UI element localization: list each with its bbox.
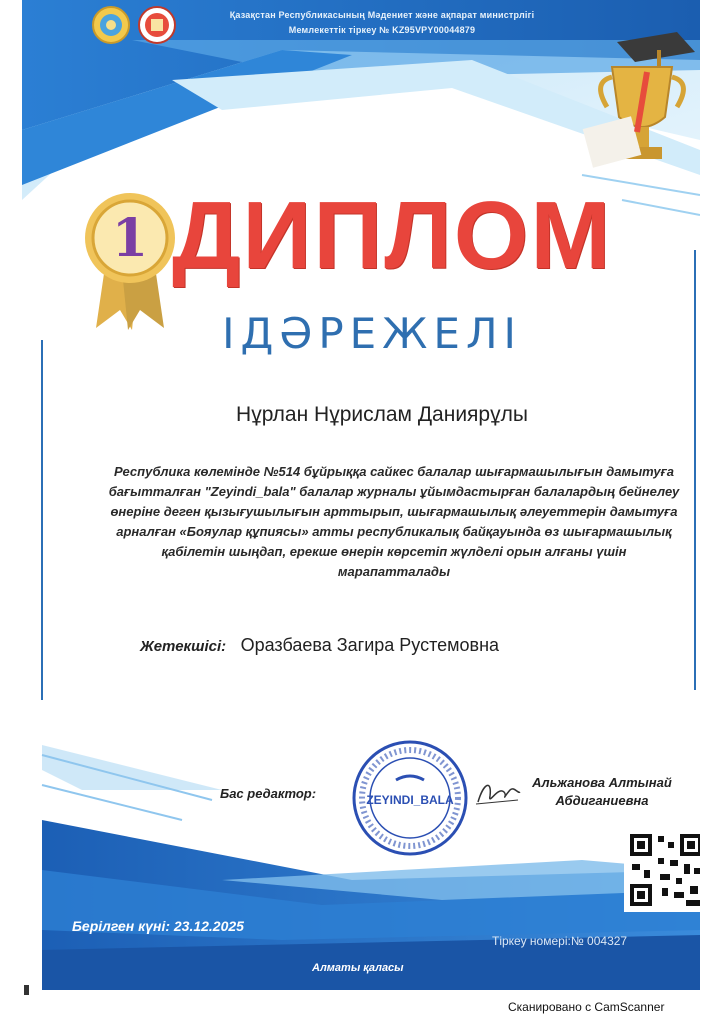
medal-number: 1 [111,208,149,269]
scan-mark [24,985,29,995]
description-line: бағытталған "Zeyindi_bala" балалар журналы ұйымдастырған балалардың бейнелеу [108,484,680,499]
registration-number-label: Тіркеу номері:№ [492,934,584,948]
diploma-sheet [22,0,700,990]
qr-code-icon [624,828,700,912]
supervisor-name: Оразбаева Загира Рустемовна [240,635,500,655]
registration-number [492,934,627,948]
trophy-icon [577,22,695,182]
registration-number-value: 004327 [587,934,628,948]
description-line: арналған «Бояулар құпиясы» атты республикалық байқауында өз шығармашылық [116,524,672,539]
description-line: қабілетін шыңдап, ерекше өнерін көрсетіп жүлделі орын алғаны үшін [161,544,627,559]
official-stamp-icon [350,738,470,858]
award-description [84,462,700,582]
kazakhstan-emblem-icon [92,4,130,46]
supervisor-row [140,635,700,656]
organization-logo-icon [138,4,176,46]
description-line: өнеріне деген қызығушылығын арттырып, шығармашылық әлеуеттерін дамытуға [110,504,678,519]
editor-name [522,774,682,810]
signature-icon [474,772,522,812]
supervisor-label: Жетекшісі: [140,638,227,655]
diploma-title: ДИПЛОМ [172,182,613,289]
description-line: марапатталады [337,564,451,579]
editor-label: Бас редактор: [220,786,317,801]
first-place-medal-icon [82,190,178,330]
issue-date: Берілген күні: 23.12.2025 [72,918,244,934]
recipient-name: Нұрлан Нұрислам Даниярұлы [236,403,528,426]
registration-header: Мемлекеттік тіркеу № KZ95VPY00044879 [288,25,476,35]
issue-city: Алматы қаласы [312,962,404,974]
diploma-subtitle: ІДӘРЕЖЕЛІ [222,309,522,358]
description-line: Республика көлемінде №514 бұйрыққа сайкес балалар шығармашылығын дамытуға [114,464,674,479]
editor-name-line2: Абдиганиевна [555,793,649,808]
scanner-watermark: Сканировано с CamScanner [508,1000,665,1014]
stamp-center-text: ZEYINDI_BALA [366,793,454,807]
ministry-header: Қазақстан Республикасының Мәдениет және ақпарат министрлігі [229,10,535,20]
editor-name-line1: Альжанова Алтынай [532,775,672,790]
